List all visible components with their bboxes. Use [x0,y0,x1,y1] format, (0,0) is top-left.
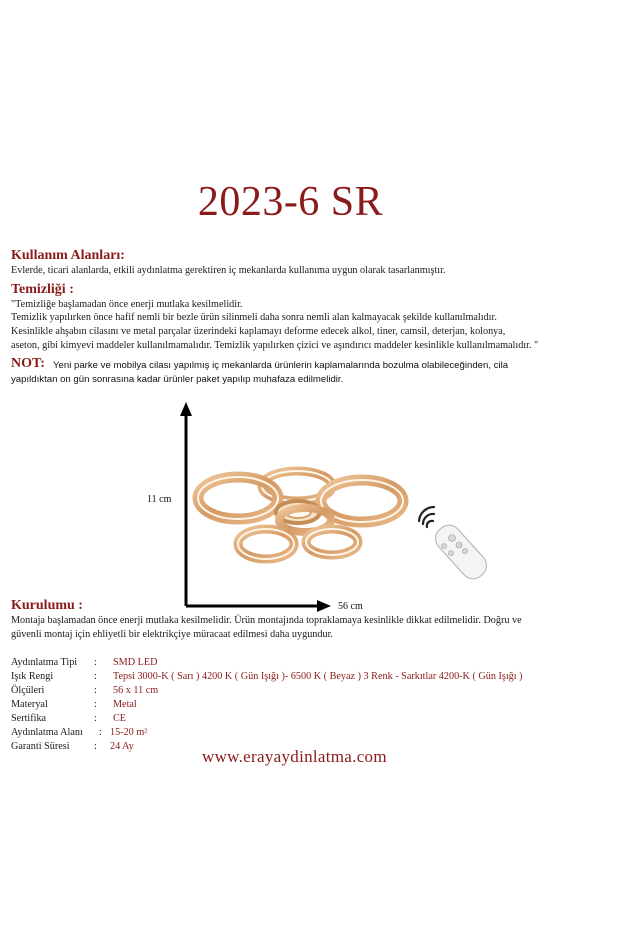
spec-label: Aydınlatma Tipi [11,657,78,668]
spec-label: Garanti Süresi [11,741,70,752]
note-line-1: Yeni parke ve mobilya cilası yapılmış iç mekanlarda ürünlerin kaplamalarında bozulma olabileceğinden, cila [53,360,509,371]
height-arrow-head [180,402,192,416]
spec-value: 15-20 m² [110,727,148,738]
spec-label: Ölçüleri [11,685,45,696]
width-dimension-label: 56 cm [338,601,363,612]
spec-label: Işık Rengi [11,671,54,682]
spec-value: Metal [113,699,137,710]
dimension-diagram [0,395,621,615]
spec-value: 24 Ay [110,741,134,752]
height-dimension-label: 11 cm [147,494,172,505]
spec-separator: : [94,741,97,752]
spec-separator: : [94,671,97,682]
install-heading: Kurulumu : [11,598,83,613]
width-arrow-head [317,600,331,612]
cleaning-line-1: "Temizliğe başlamadan önce enerji mutlaka kesilmelidir. [11,299,243,310]
spec-value: 56 x 11 cm [113,685,159,696]
spec-value: CE [113,713,127,724]
product-title: 2023-6 SR [197,179,384,225]
usage-heading: Kullanım Alanları: [11,248,125,263]
install-line-2: güvenli montaj için ehliyetli bir elektrikçiye müracaat edilmesi daha uygundur. [11,629,333,640]
note-label: NOT: [11,356,45,371]
remote-control-icon [431,520,492,583]
note-line-2: yapıldıktan on gün sonrasına kadar ürünler paket yapılıp muhafaza edilmelidir. [11,374,344,385]
wifi-signal-icon [419,507,434,527]
chandelier-product-image [198,471,403,559]
usage-text: Evlerde, ticari alanlarda, etkili aydınlatma gerektiren iç mekanlarda kullanıma uygun olarak tasarlanmıştır. [11,265,446,276]
website-link[interactable]: www.erayaydinlatma.com [202,747,387,766]
spec-label: Aydınlatma Alanı [11,727,83,738]
spec-value: Tepsi 3000-K ( Sarı ) 4200 K ( Gün Işığı )- 6500 K ( Beyaz ) 3 Renk - Sarkıtlar 4200-K ( Gün Işığı ) [113,671,523,682]
spec-value: SMD LED [113,657,158,668]
cleaning-heading: Temizliği : [11,282,74,297]
cleaning-line-4: aseton, gibi kimyevi maddeler kullanılmamalıdır. Temizlik yapılırken çizici ve aşındırıcı maddeler kesinlikle kullanılmamalıdır. " [11,340,539,351]
spec-separator: : [94,713,97,724]
install-line-1: Montaja başlamadan önce enerji mutlaka kesilmelidir. Ürün montajında topraklamaya kesinlikle dikkat edilmelidir. Doğru ve [11,615,522,626]
spec-separator: : [94,685,97,696]
spec-separator: : [94,699,97,710]
cleaning-line-3: Kesinlikle ahşabın cilasını ve metal parçalar üzerindeki kaplamayı deforme edecek alkol, tiner, camsil, deterjan, kolonya, [11,326,506,337]
spec-label: Sertifika [11,713,47,724]
spec-separator: : [94,657,97,668]
cleaning-line-2: Temizlik yapılırken önce hafif nemli bir bezle ürün silinmeli daha sonra nemli alan kalmayacak şekilde kullanılmalıdır. [11,312,497,323]
spec-label: Materyal [11,699,48,710]
spec-separator: : [99,727,102,738]
